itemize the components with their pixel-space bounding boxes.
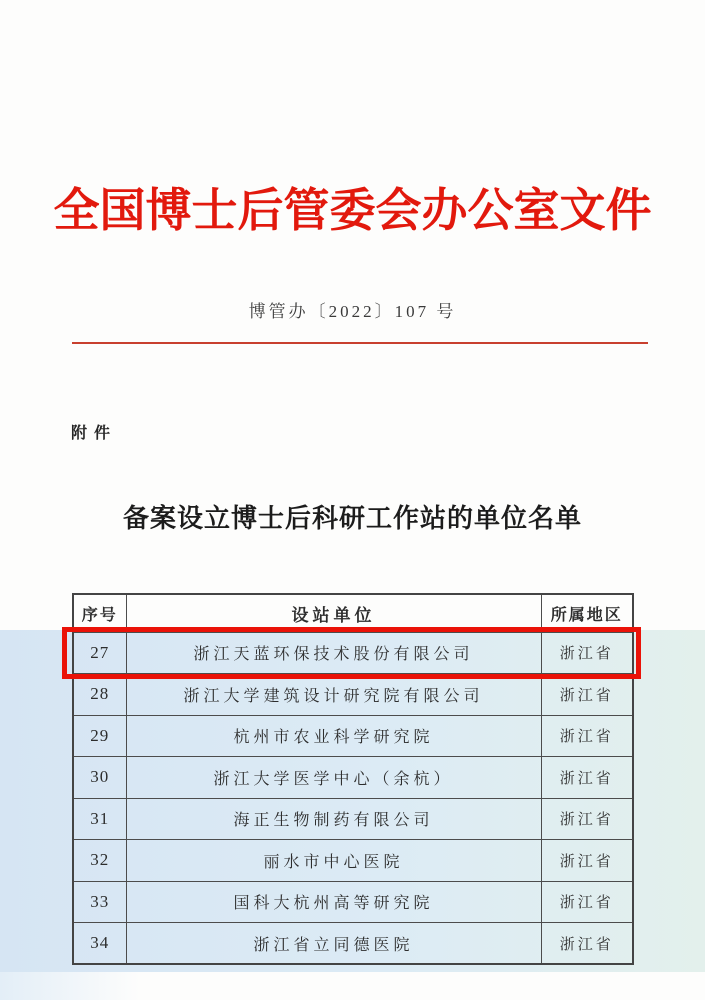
header-region: 所属地区 [541, 594, 633, 632]
document-number: 博管办〔2022〕107 号 [248, 302, 457, 321]
scan-tint-smudge [0, 972, 140, 1000]
red-rule-divider [72, 342, 648, 344]
workstation-roster-table [72, 593, 634, 965]
unit-cell: 杭州市农业科学研究院 [126, 715, 541, 757]
serial-cell: 34 [73, 923, 126, 965]
region-cell: 浙江省 [541, 674, 633, 716]
unit-cell: 国科大杭州高等研究院 [126, 881, 541, 923]
region-cell: 浙江省 [541, 632, 633, 674]
table-row-33 [73, 881, 633, 923]
region-cell: 浙江省 [541, 881, 633, 923]
unit-cell: 浙江大学医学中心（余杭） [126, 757, 541, 799]
serial-cell: 32 [73, 840, 126, 882]
region-cell: 浙江省 [541, 923, 633, 965]
table-row-29 [73, 715, 633, 757]
table-row-34 [73, 923, 633, 965]
serial-cell: 29 [73, 715, 126, 757]
header-unit: 设站单位 [126, 594, 541, 632]
serial-cell: 28 [73, 674, 126, 716]
header-serial: 序号 [73, 594, 126, 632]
unit-cell: 浙江天蓝环保技术股份有限公司 [126, 632, 541, 674]
region-cell: 浙江省 [541, 715, 633, 757]
table-row-30 [73, 757, 633, 799]
unit-cell: 浙江省立同德医院 [126, 923, 541, 965]
table-row-32 [73, 840, 633, 882]
serial-cell: 27 [73, 632, 126, 674]
attachment-label: 附件 [71, 425, 118, 442]
unit-cell: 浙江大学建筑设计研究院有限公司 [126, 674, 541, 716]
serial-cell: 33 [73, 881, 126, 923]
document-letterhead-title: 全国博士后管委会办公室文件 [53, 185, 652, 236]
region-cell: 浙江省 [541, 798, 633, 840]
table-row-27 [73, 632, 633, 674]
section-title: 备案设立博士后科研工作站的单位名单 [122, 504, 582, 533]
serial-cell: 31 [73, 798, 126, 840]
region-cell: 浙江省 [541, 840, 633, 882]
table-header-row [73, 594, 633, 632]
unit-cell: 海正生物制药有限公司 [126, 798, 541, 840]
unit-cell: 丽水市中心医院 [126, 840, 541, 882]
region-cell: 浙江省 [541, 757, 633, 799]
serial-cell: 30 [73, 757, 126, 799]
table-row-31 [73, 798, 633, 840]
table-row-28 [73, 674, 633, 716]
